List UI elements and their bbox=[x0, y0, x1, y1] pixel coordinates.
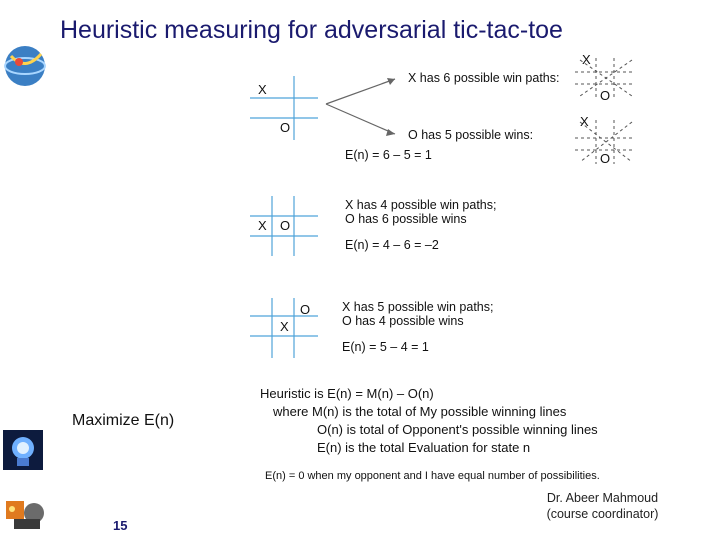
heuristic-formula: Heuristic is E(n) = M(n) – O(n) bbox=[260, 386, 434, 401]
x-win-paths: X has 4 possible win paths; bbox=[345, 198, 497, 212]
o-win-paths: O has 5 possible wins: bbox=[408, 128, 534, 142]
evaluation: E(n) = 5 – 4 = 1 bbox=[342, 340, 429, 354]
robot-icon bbox=[2, 495, 48, 533]
mark-x: X bbox=[582, 52, 591, 67]
mark-o: O bbox=[280, 218, 291, 233]
author-credit bbox=[520, 490, 685, 522]
heuristic-o-definition: O(n) is total of Opponent's possible winning lines bbox=[317, 422, 598, 437]
mark-o: O bbox=[600, 151, 611, 166]
mark-o: O bbox=[300, 302, 311, 317]
evaluation: E(n) = 4 – 6 = –2 bbox=[345, 238, 439, 252]
o-win-paths: O has 6 possible wins bbox=[345, 212, 467, 226]
maximize-label: Maximize E(n) bbox=[72, 412, 175, 429]
o-win-paths: O has 4 possible wins bbox=[342, 314, 464, 328]
page-number: 15 bbox=[113, 518, 128, 533]
heuristic-m-definition: where M(n) is the total of My possible winning lines bbox=[273, 404, 567, 419]
mark-o: O bbox=[280, 120, 291, 135]
head-brain-icon bbox=[3, 430, 43, 470]
author-role: (course coordinator) bbox=[546, 507, 659, 521]
slide-title: Heuristic measuring for adversarial tic-tac-toe bbox=[60, 16, 563, 44]
globe-ai-icon bbox=[3, 42, 48, 90]
arrows bbox=[326, 79, 395, 134]
heuristic-e-definition: E(n) is the total Evaluation for state n bbox=[317, 440, 531, 455]
mark-x: X bbox=[258, 82, 267, 97]
evaluation: E(n) = 6 – 5 = 1 bbox=[345, 148, 432, 162]
mark-x: X bbox=[580, 114, 589, 129]
tic-tac-toe-figure bbox=[250, 52, 680, 462]
author-name: Dr. Abeer Mahmoud bbox=[546, 491, 659, 505]
mark-o: O bbox=[600, 88, 611, 103]
x-win-paths: X has 6 possible win paths: bbox=[408, 71, 560, 85]
equal-possibilities-note: E(n) = 0 when my opponent and I have equal number of possibilities. bbox=[265, 470, 600, 482]
mark-x: X bbox=[280, 319, 289, 334]
mark-x: X bbox=[258, 218, 267, 233]
x-win-paths: X has 5 possible win paths; bbox=[342, 300, 494, 314]
